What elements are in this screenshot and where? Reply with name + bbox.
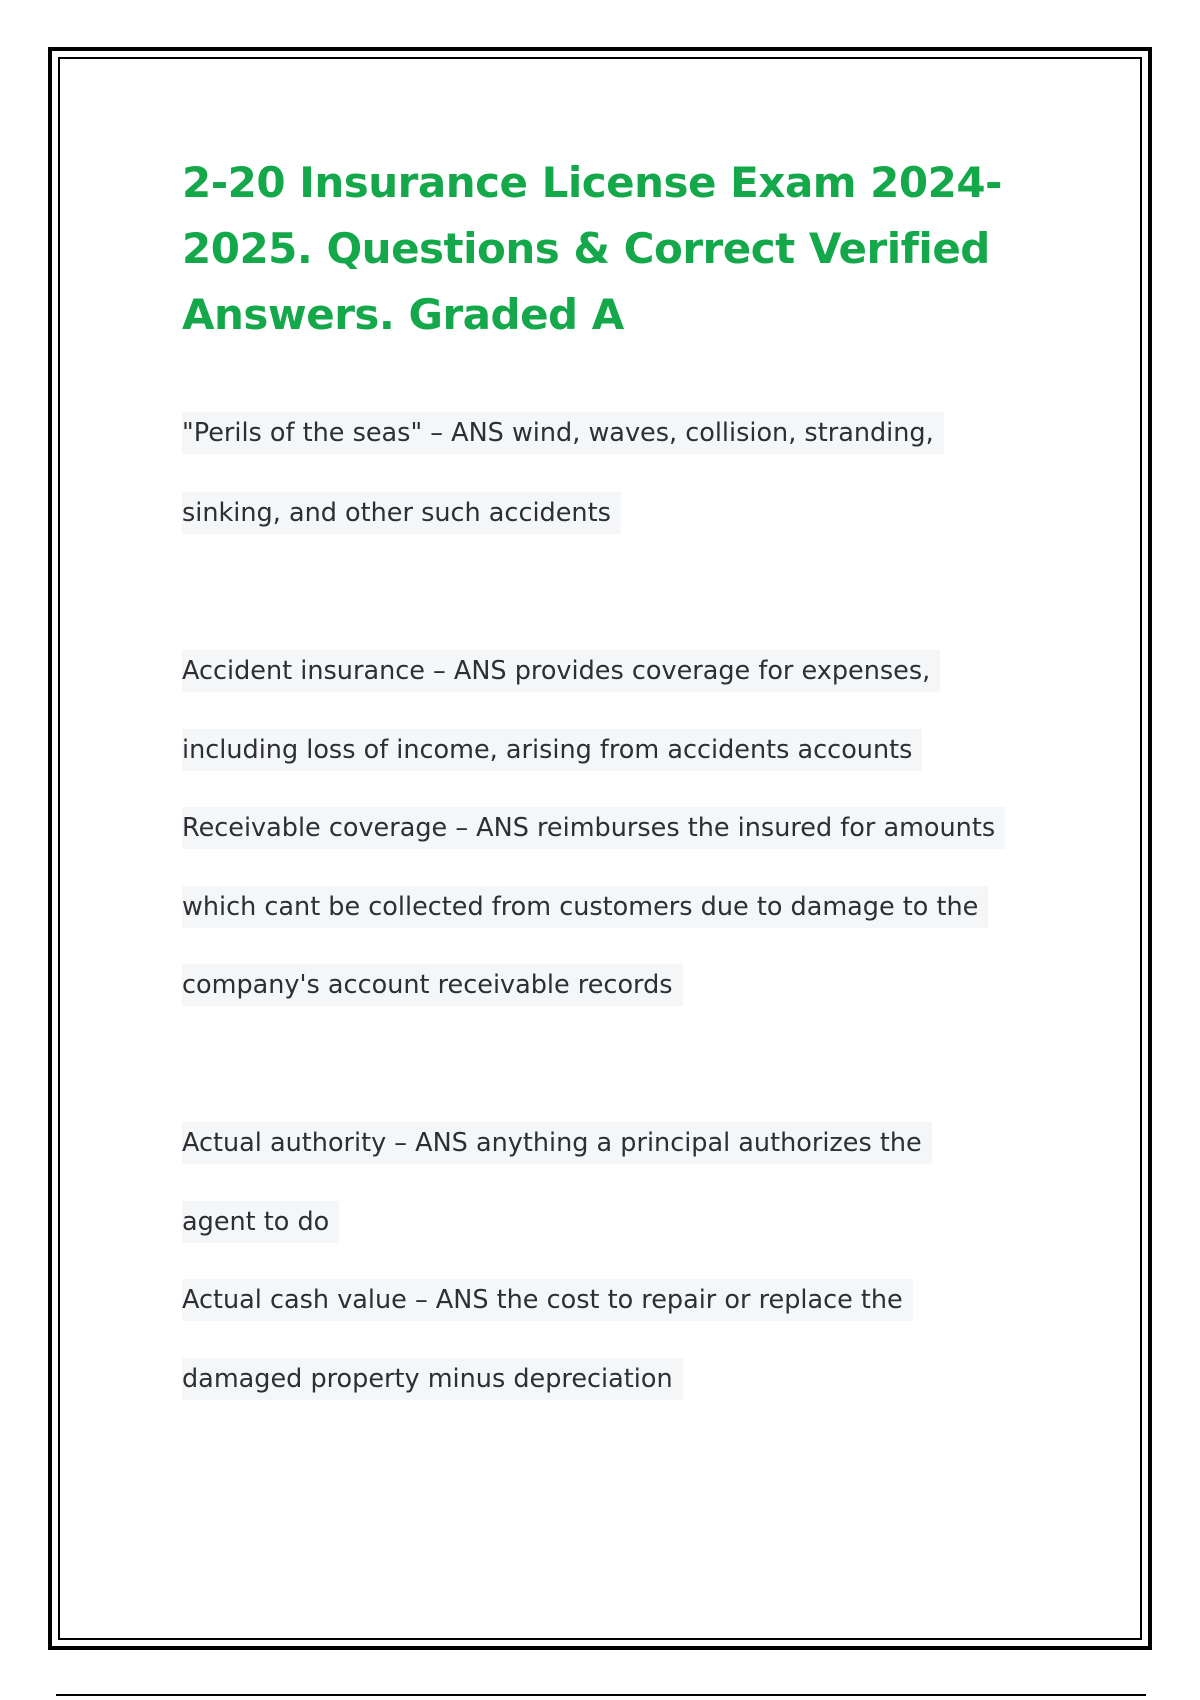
entry-line: damaged property minus depreciation [182, 1358, 683, 1400]
document-title: 2-20 Insurance License Exam 2024-2025. Questions & Correct Verified Answers. Graded A [182, 158, 1002, 339]
entry-line: which cant be collected from customers due to damage to the [182, 886, 988, 928]
footer-rule [56, 1694, 1146, 1696]
entry-line: Accident insurance – ANS provides coverage for expenses, [182, 650, 940, 692]
entry-line: sinking, and other such accidents [182, 492, 621, 534]
entry-line: company's account receivable records [182, 964, 683, 1006]
entry-line: Actual authority – ANS anything a principal authorizes the [182, 1122, 932, 1164]
entry-line: Actual cash value – ANS the cost to repair or replace the [182, 1279, 913, 1321]
entry-line: Receivable coverage – ANS reimburses the insured for amounts [182, 807, 1005, 849]
entry-line: "Perils of the seas" – ANS wind, waves, collision, stranding, [182, 412, 944, 454]
entry-line: agent to do [182, 1201, 339, 1243]
entry-line: including loss of income, arising from accidents accounts [182, 729, 922, 771]
